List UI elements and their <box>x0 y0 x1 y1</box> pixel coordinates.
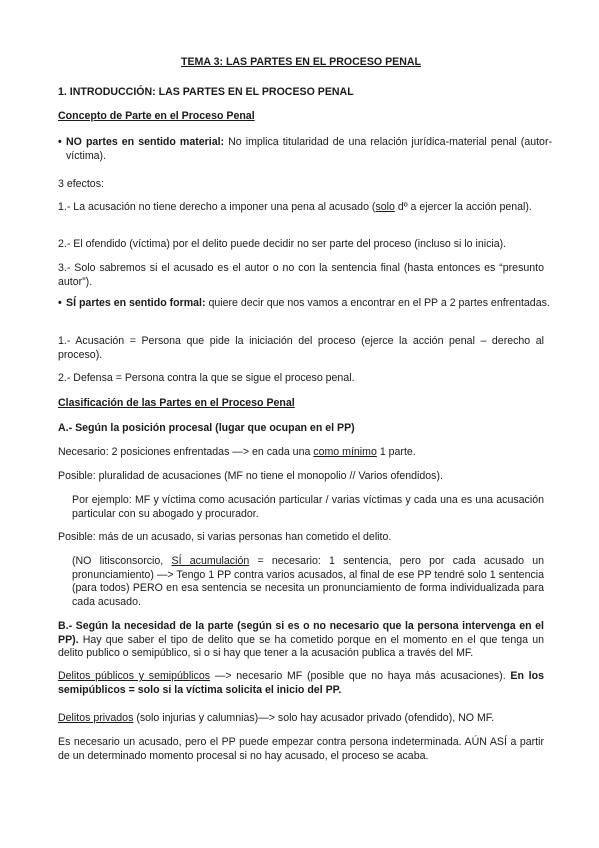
tres-efectos: 3 efectos: <box>58 178 104 190</box>
posible-1-paragraph: Posible: pluralidad de acusaciones (MF no tiene el monopolio // Varios ofendidos). <box>58 470 443 482</box>
no-partes-label: NO partes en sentido material: <box>66 136 225 148</box>
necesario-underlined: como mínimo <box>313 446 377 458</box>
delitos-publicos-bold: En los semipúblicos = solo si la víctima solicita el inicio del PP. <box>58 670 544 696</box>
efecto-2: 2.- El ofendido (víctima) por el delito puede decidir no ser parte del proceso (incluso si lo inicia). <box>58 238 507 250</box>
b-paragraph <box>58 620 544 661</box>
ejemplo-paragraph: Por ejemplo: MF y víctima como acusación particular / varias víctimas y cada una es una acusación particular con su abogado y procurador. <box>72 494 544 520</box>
no-partes-paragraph <box>58 136 552 163</box>
necesario-text: Necesario: 2 posiciones enfrentadas —> en cada una <box>58 446 314 458</box>
delitos-privados-text: (solo injurias y calumnias)—> solo hay acusador privado (ofendido), NO MF. <box>133 712 495 724</box>
delitos-privados-label: Delitos privados <box>58 712 134 724</box>
necesario-paragraph <box>58 446 544 460</box>
efecto-1-text-end: dº a ejercer la acción penal). <box>394 201 532 213</box>
delitos-publicos-paragraph <box>58 670 544 697</box>
defensa-paragraph: 2.- Defensa = Persona contra la que se sigue el proceso penal. <box>58 372 355 384</box>
litis-text-end: = necesario: 1 sentencia, pero por cada acusado un pronunciamiento) —> Tengo 1 PP contra varios acusados, al final de ese PP tendré solo 1 sentencia (para todos) PERO en esa sentencia se necesita un pronunciamiento de forma individualizada para cada acusado. <box>72 555 545 608</box>
clasificacion-heading: Clasificación de las Partes en el Proceso Penal <box>58 397 295 409</box>
b-heading: B.- Según la necesidad de la parte (según si es o no necesario que la persona intervenga en el PP). <box>58 620 544 646</box>
delitos-publicos-text: —> necesario MF (posible que no haya más acusaciones). <box>210 670 511 682</box>
bullet: • <box>58 297 62 309</box>
no-partes-text: No implica titularidad de una relación jurídica-material penal (autor-víctima). <box>66 136 552 162</box>
bullet: • <box>58 136 62 148</box>
litis-paragraph <box>58 555 544 609</box>
delitos-publicos-label: Delitos públicos y semipúblicos <box>58 670 211 682</box>
si-partes-paragraph <box>58 297 552 311</box>
litis-underlined: SÍ acumulación <box>171 555 250 567</box>
acusacion-paragraph: 1.- Acusación = Persona que pide la iniciación del proceso (ejerce la acción penal – derecho al proceso). <box>58 335 544 361</box>
necesario-text-end: 1 parte. <box>376 446 416 458</box>
efecto-3: 3.- Solo sabremos si el acusado es el autor o no con la sentencia final (hasta entonces es “presunto autor”). <box>58 262 544 288</box>
si-partes-label: SÍ partes en sentido formal: <box>66 297 206 309</box>
b-text: Hay que saber el tipo de delito que se ha cometido porque en el momento en el que tenga un delito publico o semipúblico, si o si hay que tener a la acusación publica a través del MF. <box>58 633 544 660</box>
efecto-1-text: 1.- La acusación no tiene derecho a imponer una pena al acusado ( <box>58 201 376 213</box>
efecto-1-underlined: solo <box>375 201 395 213</box>
litis-text: (NO litisconsorcio, <box>72 555 172 567</box>
posible-2-paragraph: Posible: más de un acusado, si varias personas han cometido el delito. <box>58 531 392 543</box>
document-title: TEMA 3: LAS PARTES EN EL PROCESO PENAL <box>181 56 421 68</box>
a-heading: A.- Según la posición procesal (lugar que ocupan en el PP) <box>58 422 355 434</box>
delitos-privados-paragraph <box>58 712 544 726</box>
section-heading: 1. INTRODUCCIÓN: LAS PARTES EN EL PROCESO PENAL <box>58 86 354 98</box>
si-partes-text: quiere decir que nos vamos a encontrar en el PP a 2 partes enfrentadas. <box>205 297 550 309</box>
concepto-heading: Concepto de Parte en el Proceso Penal <box>58 110 255 122</box>
final-paragraph: Es necesario un acusado, pero el PP puede empezar contra persona indeterminada. AÚN ASÍ a partir de un determinado momento procesal si no hay acusado, el proceso se acaba. <box>58 736 544 762</box>
efecto-1 <box>58 201 544 215</box>
